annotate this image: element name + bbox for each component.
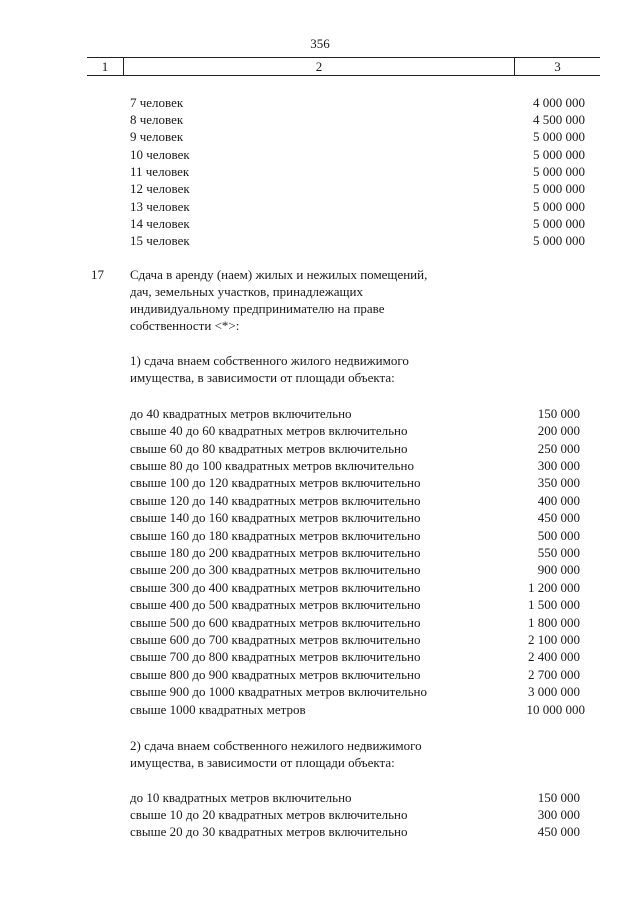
row-label: свыше 10 до 20 квадратных метров включительно [130,807,408,822]
row-value: 900 000 [537,562,580,577]
table-column-header [87,57,600,76]
table-row [0,94,640,111]
item-number: 17 [91,267,104,282]
row-value: 250 000 [537,441,580,456]
table-row [0,806,640,823]
table-row [0,163,640,180]
row-label: свыше 140 до 160 квадратных метров включительно [130,510,421,525]
table-row [0,648,640,665]
row-value: 5 000 000 [533,129,585,144]
item-title-line: дач, земельных участков, принадлежащих [130,284,363,299]
item-title-line: собственности <*>: [130,318,240,333]
row-label: до 10 квадратных метров включительно [130,790,352,805]
item-title [130,266,490,334]
table-row [0,457,640,474]
table-row [0,232,640,249]
table-row [0,666,640,683]
row-value: 450 000 [537,510,580,525]
row-label: свыше 200 до 300 квадратных метров включительно [130,562,421,577]
row-label: свыше 500 до 600 квадратных метров включительно [130,615,421,630]
row-value: 150 000 [537,790,580,805]
row-label: свыше 60 до 80 квадратных метров включительно [130,441,408,456]
row-value: 4 000 000 [533,95,585,110]
row-label: 15 человек [130,233,190,248]
row-value: 5 000 000 [533,164,585,179]
row-value: 200 000 [537,423,580,438]
row-value: 4 500 000 [533,112,585,127]
row-label: до 40 квадратных метров включительно [130,406,352,421]
row-value: 10 000 000 [526,702,585,717]
row-value: 1 200 000 [528,580,580,595]
table-row [0,422,640,439]
row-value: 5 000 000 [533,147,585,162]
row-label: 9 человек [130,129,184,144]
row-label: свыше 40 до 60 квадратных метров включительно [130,423,408,438]
page-number: 356 [310,36,330,51]
row-label: свыше 600 до 700 квадратных метров включительно [130,632,421,647]
row-label: 10 человек [130,147,190,162]
table-row [0,180,640,197]
column-number-2: 2 [124,58,515,75]
table-row [0,701,640,718]
row-value: 550 000 [537,545,580,560]
table-row [0,146,640,163]
row-label: свыше 180 до 200 квадратных метров включительно [130,545,421,560]
subsection-heading-line: имущества, в зависимости от площади объекта: [130,755,395,770]
table-row [0,128,640,145]
table-row [0,492,640,509]
row-label: свыше 700 до 800 квадратных метров включительно [130,649,421,664]
subsection-heading-line: 1) сдача внаем собственного жилого недвижимого [130,353,409,368]
subsection-residential-heading [130,352,490,386]
column-number-1: 1 [87,58,124,75]
row-label: свыше 300 до 400 квадратных метров включительно [130,580,421,595]
row-label: свыше 800 до 900 квадратных метров включительно [130,667,421,682]
row-value: 400 000 [537,493,580,508]
row-value: 5 000 000 [533,199,585,214]
row-value: 350 000 [537,475,580,490]
row-label: свыше 20 до 30 квадратных метров включительно [130,824,408,839]
table-row [0,474,640,491]
row-label: 11 человек [130,164,190,179]
row-label: свыше 100 до 120 квадратных метров включительно [130,475,421,490]
table-row [0,579,640,596]
row-value: 2 100 000 [528,632,580,647]
table-row [0,215,640,232]
row-label: 14 человек [130,216,190,231]
item-title-line: Сдача в аренду (наем) жилых и нежилых помещений, [130,267,428,282]
table-row [0,527,640,544]
table-row [0,198,640,215]
table-row [0,789,640,806]
table-row [0,509,640,526]
row-label: свыше 120 до 140 квадратных метров включительно [130,493,421,508]
row-value: 300 000 [537,458,580,473]
row-value: 3 000 000 [528,684,580,699]
row-label: 13 человек [130,199,190,214]
row-value: 500 000 [537,528,580,543]
row-label: свыше 80 до 100 квадратных метров включительно [130,458,414,473]
table-row [0,111,640,128]
row-value: 1 500 000 [528,597,580,612]
table-row [0,614,640,631]
table-row [0,544,640,561]
subsection-heading-line: 2) сдача внаем собственного нежилого недвижимого [130,738,422,753]
row-label: 8 человек [130,112,184,127]
row-label: 12 человек [130,181,190,196]
row-label: 7 человек [130,95,184,110]
row-value: 150 000 [537,406,580,421]
row-label: свыше 400 до 500 квадратных метров включительно [130,597,421,612]
row-value: 2 700 000 [528,667,580,682]
column-number-3: 3 [554,59,561,74]
row-label: свыше 1000 квадратных метров [130,702,306,717]
row-label: свыше 900 до 1000 квадратных метров включительно [130,684,427,699]
row-value: 1 800 000 [528,615,580,630]
table-row [0,631,640,648]
table-row [0,405,640,422]
row-value: 2 400 000 [528,649,580,664]
table-row [0,561,640,578]
table-row [0,596,640,613]
table-row [0,440,640,457]
row-value: 300 000 [537,807,580,822]
row-value: 5 000 000 [533,233,585,248]
row-value: 5 000 000 [533,216,585,231]
row-value: 450 000 [537,824,580,839]
row-value: 5 000 000 [533,181,585,196]
table-row [0,683,640,700]
subsection-nonresidential-heading [130,737,490,771]
subsection-heading-line: имущества, в зависимости от площади объекта: [130,370,395,385]
table-row [0,823,640,840]
row-label: свыше 160 до 180 квадратных метров включительно [130,528,421,543]
item-title-line: индивидуальному предпринимателю на праве [130,301,385,316]
